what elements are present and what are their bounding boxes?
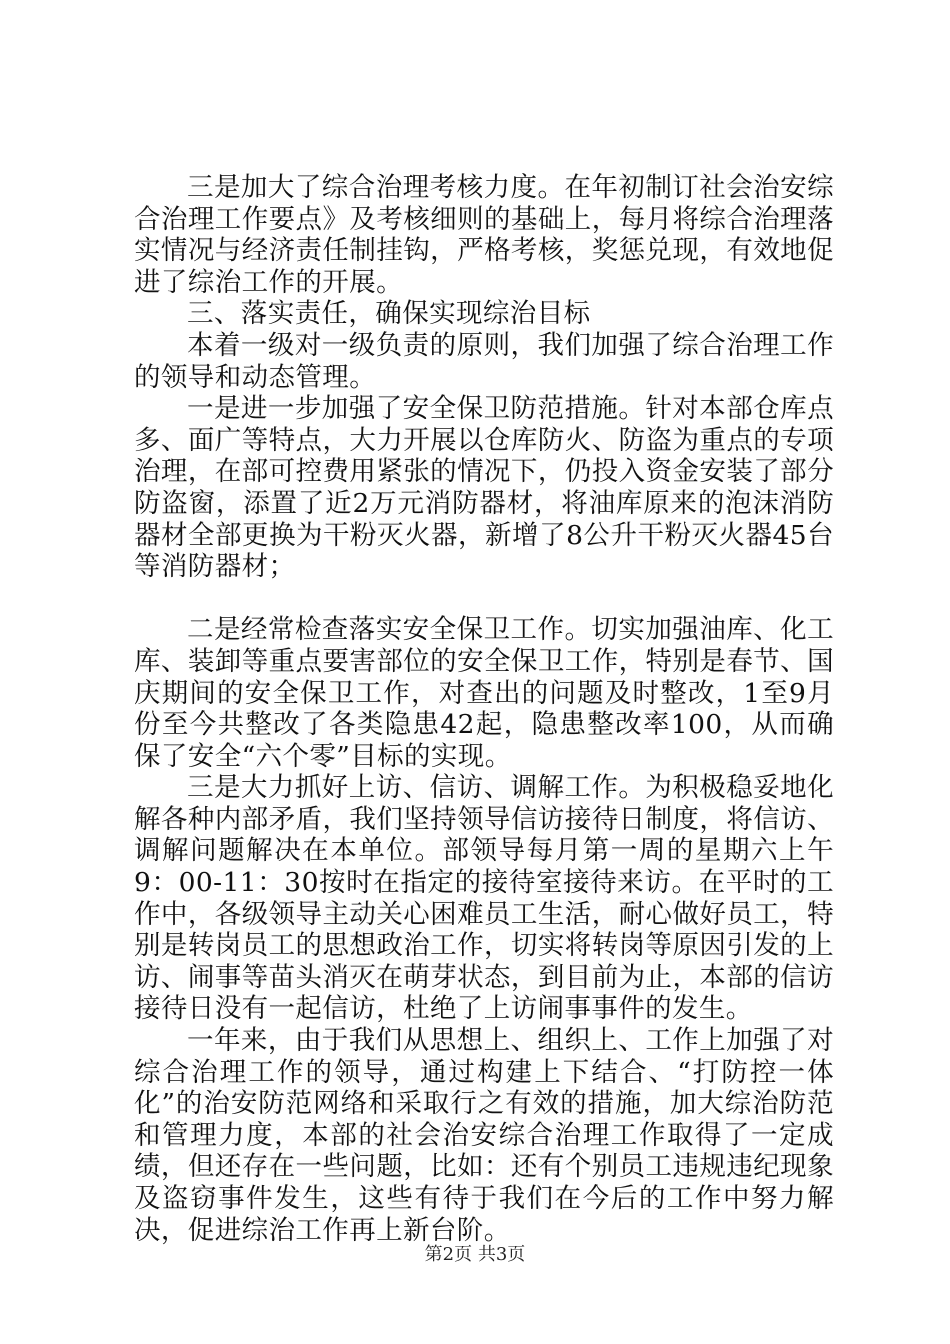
paragraph-summary: 一年来，由于我们从思想上、组织上、工作上加强了对综合治理工作的领导，通过构建上下结合、“打防控一体化”的治安防范网络和采取行之有效的措施，加大综治防范和管理力度，本部的社会治安综合治理工作取得了一定成绩，但还存在一些问题，比如：还有个别员工违规违纪现象及盗窃事件发生，这些有待于我们在今后的工作中努力解决，促进综治工作再上新台阶。: [134, 1025, 834, 1246]
section-heading-3: 三、落实责任，确保实现综治目标: [187, 298, 591, 330]
paragraph-security-measures: 一是进一步加强了安全保卫防范措施。针对本部仓库点多、面广等特点，大力开展以仓库防火、防盗为重点的专项治理，在部可控费用紧张的情况下，仍投入资金安装了部分防盗窗，添置了近2万元消防器材，将油库原来的泡沫消防器材全部更换为干粉灭火器，新增了8公升干粉灭火器45台等消防器材；: [134, 393, 834, 583]
document-body: [134, 172, 834, 1246]
paragraph-principle: 本着一级对一级负责的原则，我们加强了综合治理工作的领导和动态管理。: [134, 329, 834, 393]
page-number: 第2页 共3页: [424, 1244, 526, 1265]
paragraph-petitions: 三是大力抓好上访、信访、调解工作。为积极稳妥地化解各种内部矛盾，我们坚持领导信访接待日制度，将信访、调解问题解决在本单位。部领导每月第一周的星期六上午9：00-11：30按时在指定的接待室接待来访。在平时的工作中，各级领导主动关心困难员工生活，耐心做好员工，特别是转岗员工的思想政治工作，切实将转岗等原因引发的上访、闹事等苗头消灭在萌芽状态，到目前为止，本部的信访接待日没有一起信访，杜绝了上访闹事事件的发生。: [134, 772, 834, 1025]
blank-line: [134, 583, 834, 615]
paragraph-security-inspection: 二是经常检查落实安全保卫工作。切实加强油库、化工库、装卸等重点要害部位的安全保卫工作，特别是春节、国庆期间的安全保卫工作，对查出的问题及时整改，1至9月份至今共整改了各类隐患42起，隐患整改率100，从而确保了安全“六个零”目标的实现。: [134, 614, 834, 772]
paragraph-assessment: 三是加大了综合治理考核力度。在年初制订社会治安综合治理工作要点》及考核细则的基础上，每月将综合治理落实情况与经济责任制挂钩，严格考核，奖惩兑现，有效地促进了综治工作的开展。: [134, 172, 834, 298]
